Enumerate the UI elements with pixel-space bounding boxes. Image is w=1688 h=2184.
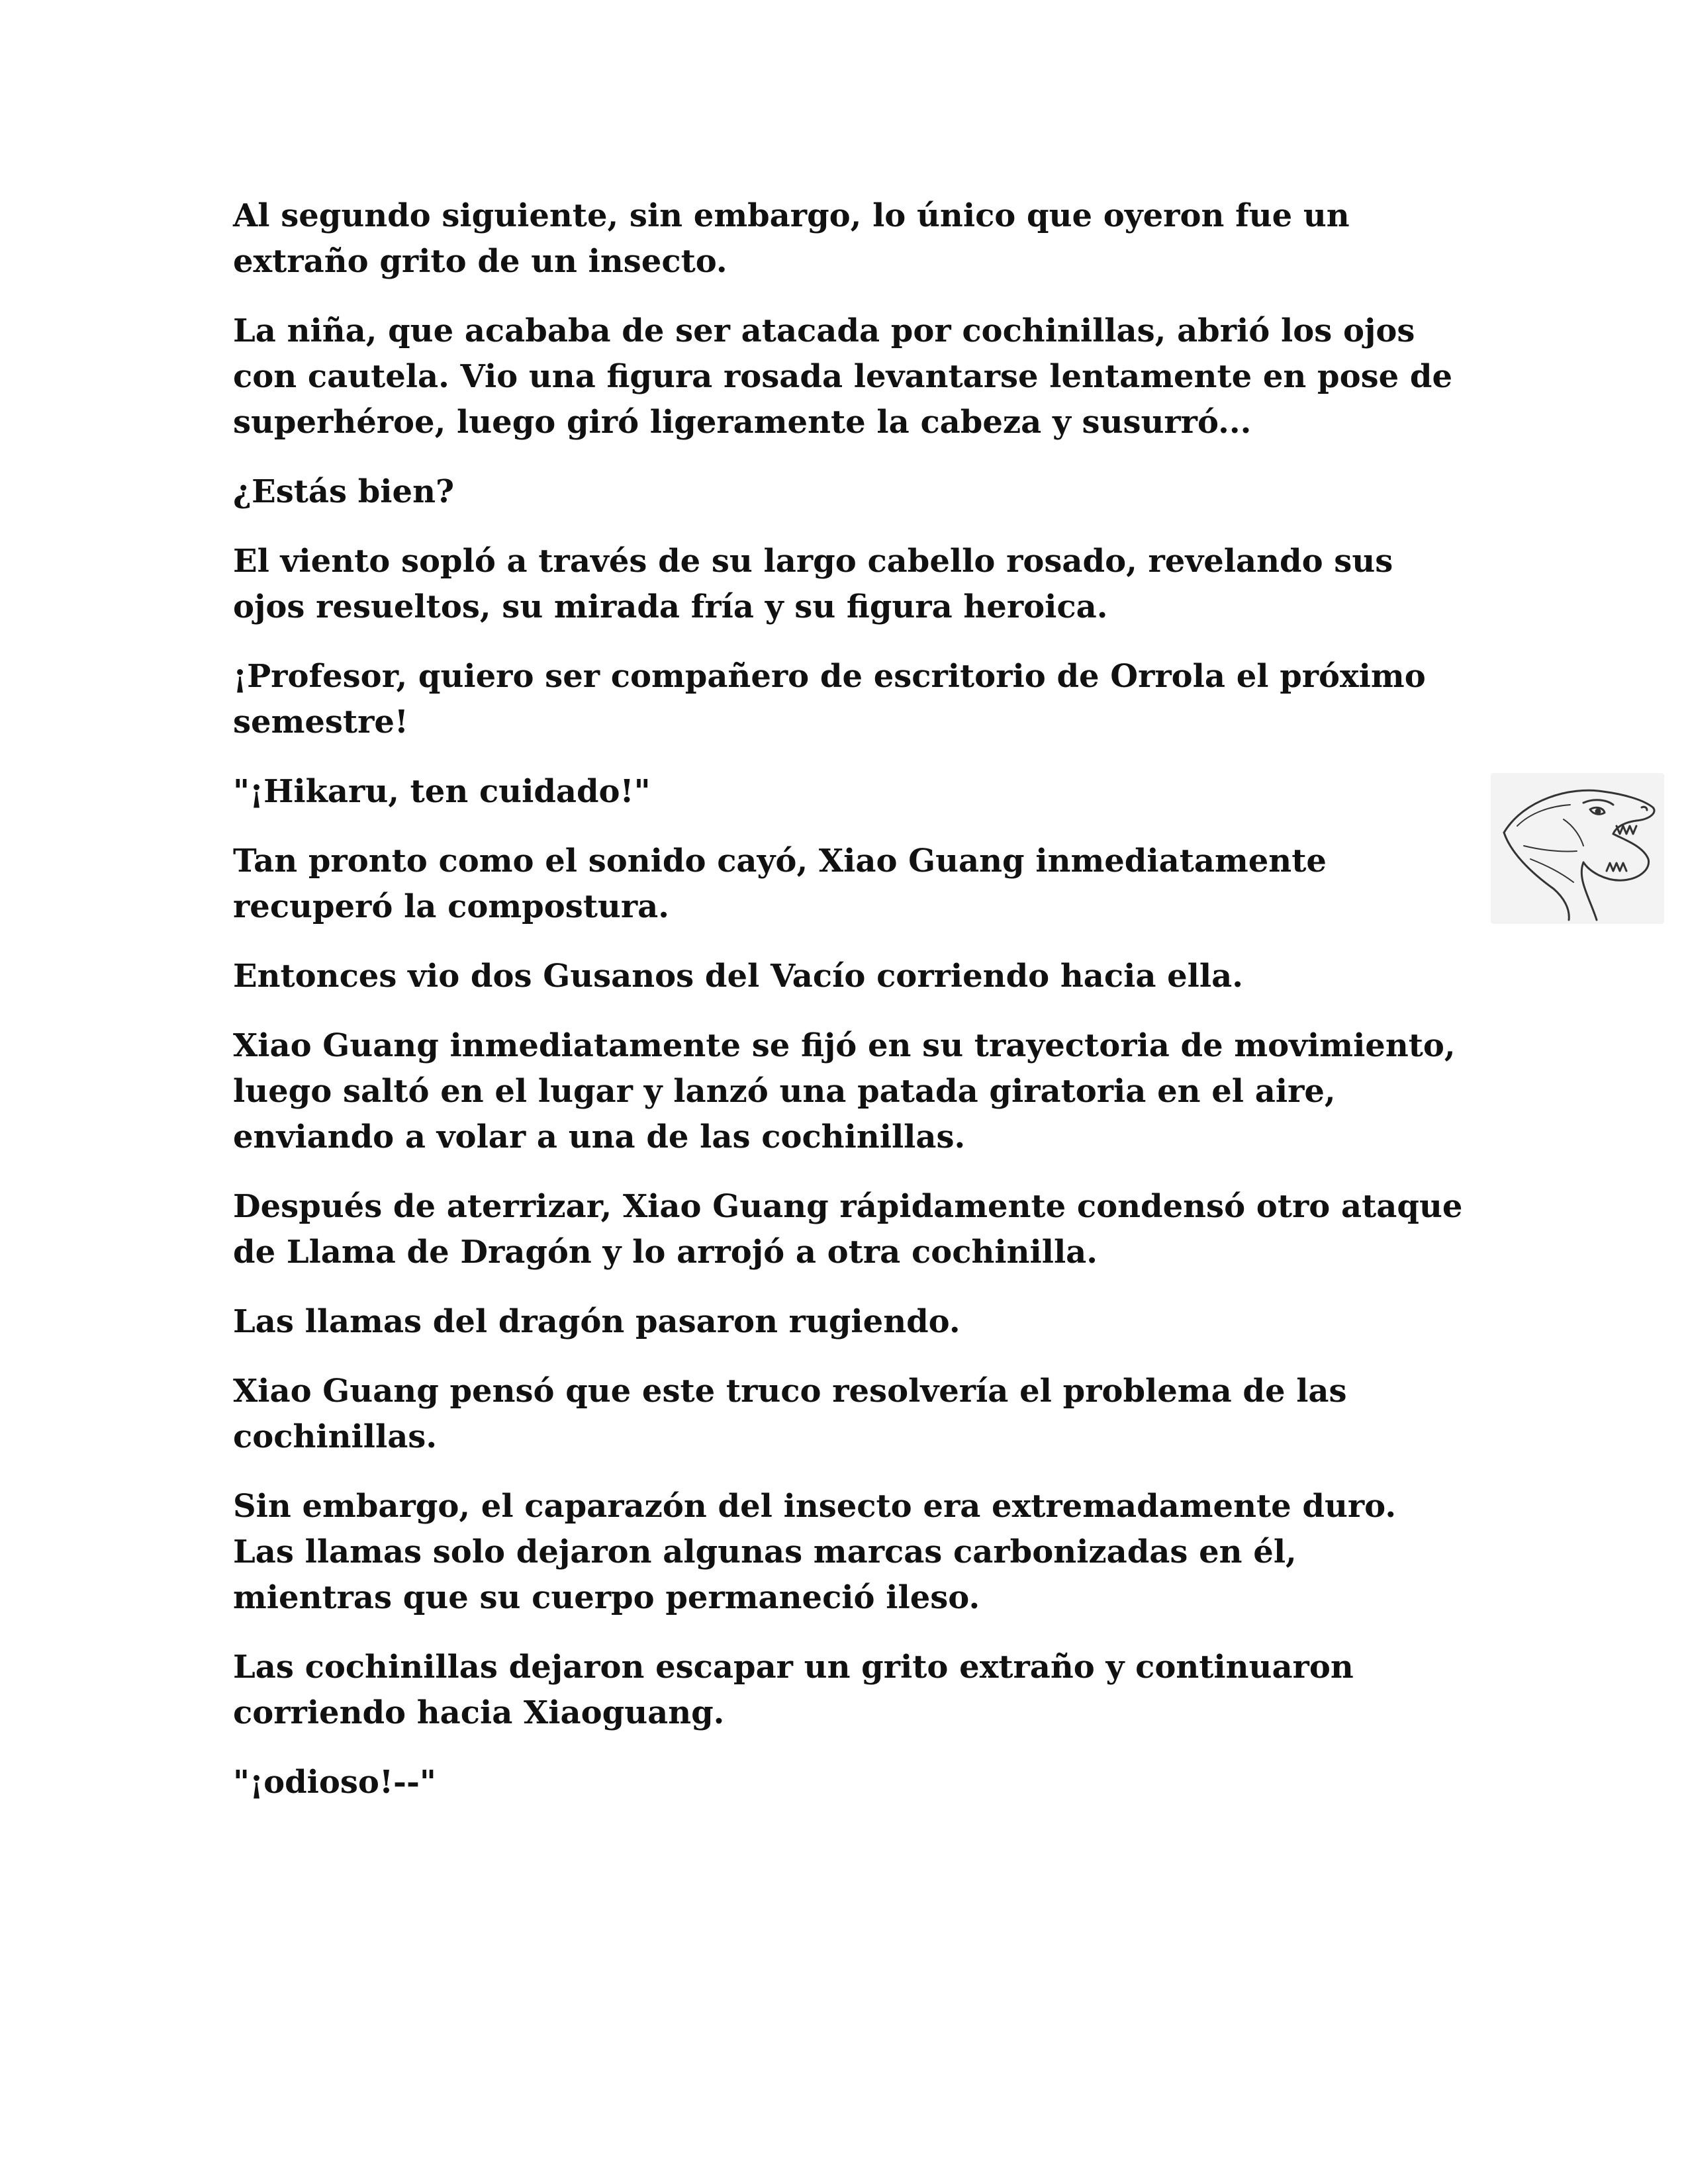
paragraph: Entonces vio dos Gusanos del Vacío corriendo hacia ella.: [233, 958, 1243, 995]
paragraph: La niña, que acababa de ser atacada por cochinillas, abrió los ojos con cautela. Vio una figura rosada levantarse lentamente en pose de superhéroe, luego giró ligeramente la cabeza y susurró...: [233, 312, 1452, 441]
dinosaur-head-sketch-icon: [1491, 773, 1664, 924]
paragraph: Tan pronto como el sonido cayó, Xiao Guang inmediatamente recuperó la compostura.: [233, 842, 1327, 925]
paragraph: Las llamas del dragón pasaron rugiendo.: [233, 1303, 961, 1340]
paragraph: Las cochinillas dejaron escapar un grito extraño y continuaron corriendo hacia Xiaoguang.: [233, 1649, 1354, 1731]
paragraph: El viento sopló a través de su largo cabello rosado, revelando sus ojos resueltos, su mirada fría y su figura heroica.: [233, 543, 1393, 625]
paragraph: Al segundo siguiente, sin embargo, lo único que oyeron fue un extraño grito de un insecto.: [233, 197, 1350, 280]
paragraph: Xiao Guang inmediatamente se fijó en su trayectoria de movimiento, luego saltó en el lugar y lanzó una patada giratoria en el aire, enviando a volar a una de las cochinillas.: [233, 1027, 1456, 1156]
paragraph: Sin embargo, el caparazón del insecto era extremadamente duro. Las llamas solo dejaron algunas marcas carbonizadas en él, mientras que su cuerpo permaneció ileso.: [233, 1488, 1397, 1616]
paragraph: "¡odioso!--": [233, 1764, 436, 1801]
body-text: [233, 193, 1464, 1829]
paragraph: Después de aterrizar, Xiao Guang rápidamente condensó otro ataque de Llama de Dragón y lo arrojó a otra cochinilla.: [233, 1188, 1463, 1271]
paragraph: ¿Estás bien?: [233, 473, 455, 510]
paragraph: Xiao Guang pensó que este truco resolvería el problema de las cochinillas.: [233, 1373, 1347, 1455]
paragraph: ¡Profesor, quiero ser compañero de escritorio de Orrola el próximo semestre!: [233, 658, 1426, 741]
paragraph: "¡Hikaru, ten cuidado!": [233, 773, 651, 810]
